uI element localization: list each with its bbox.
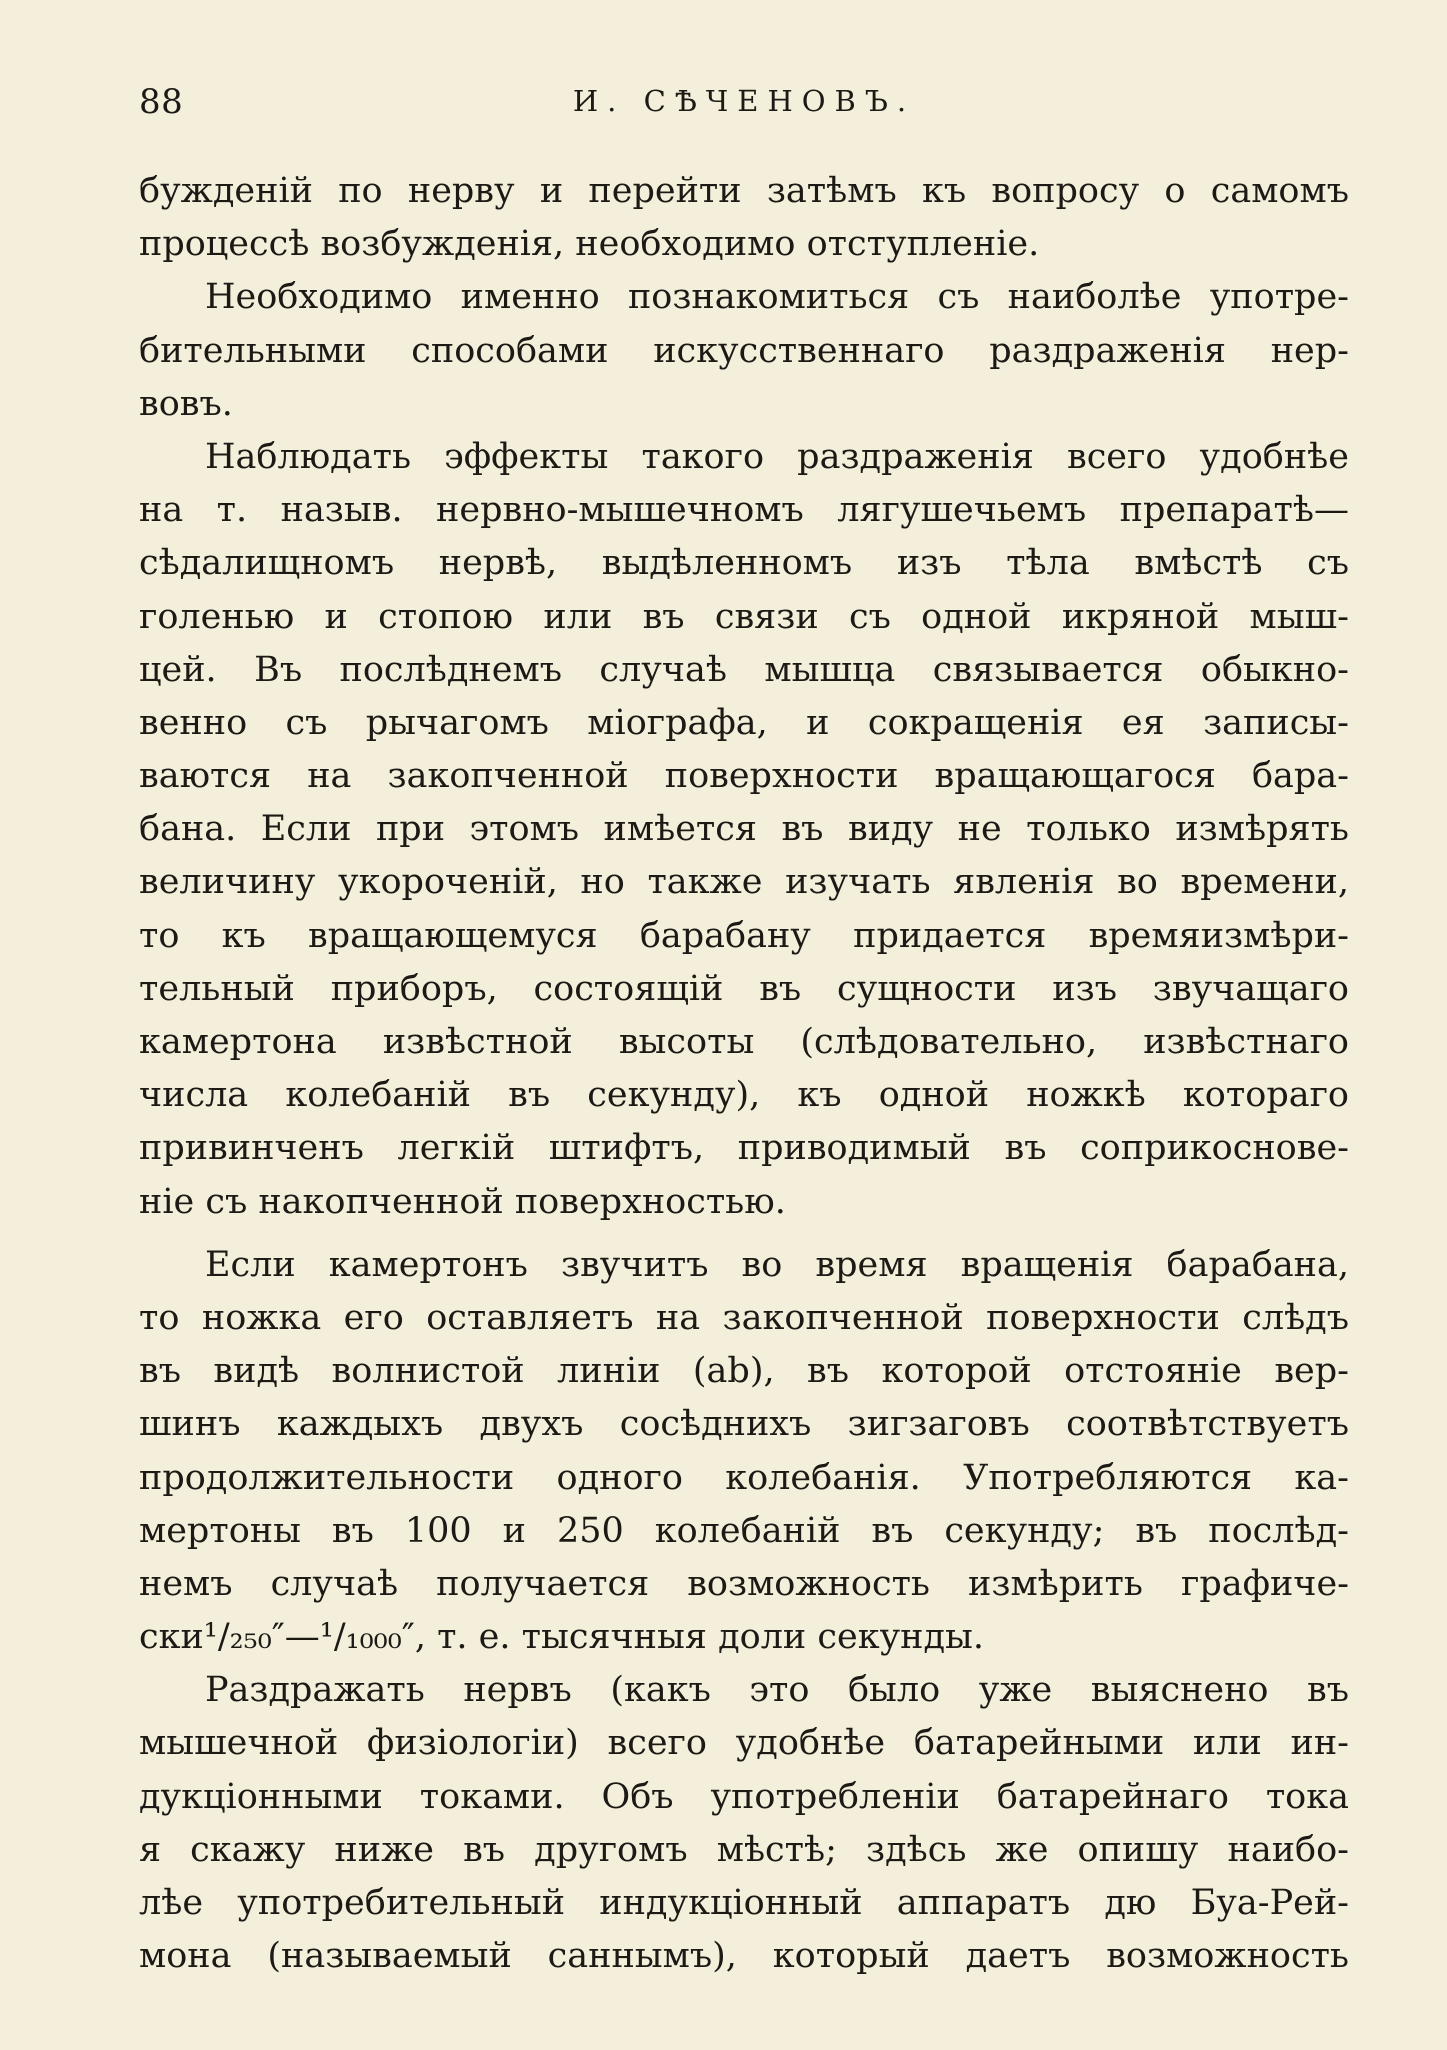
text-line: величину укороченій, но также изучать явленія во времени, (139, 862, 1349, 903)
text-line: мышечной физіологіи) всего удобнѣе батарейными или ин- (139, 1723, 1349, 1764)
running-head: И. СѢЧЕНОВЪ. (572, 84, 916, 118)
text-line: сѣдалищномъ нервѣ, выдѣленномъ изъ тѣла вмѣстѣ съ (139, 543, 1349, 584)
text-line: бужденій по нерву и перейти затѣмъ къ вопросу о самомъ (139, 171, 1349, 211)
text-line: Раздражать нервъ (какъ это было уже выяснено въ (205, 1670, 1349, 1711)
text-line: Наблюдать эффекты такого раздраженія всего удобнѣе (205, 436, 1349, 477)
text-line: вовъ. (139, 383, 233, 424)
text-line: въ видѣ волнистой линіи (ab), въ которой отстояніе вер- (139, 1351, 1349, 1392)
text-line: немъ случаѣ получается возможность измѣрить графиче- (139, 1563, 1349, 1604)
text-line: я скажу ниже въ другомъ мѣстѣ; здѣсь же опишу наибо- (139, 1829, 1349, 1870)
text-line: ваются на закопченной поверхности вращающагося бара- (139, 756, 1349, 797)
text-line: дукціонными токами. Объ употребленіи батарейнаго тока (139, 1776, 1349, 1817)
text-line: ски¹/₂₅₀″—¹/₁₀₀₀″, т. е. тысячныя доли секунды. (139, 1617, 985, 1658)
paragraph (139, 431, 1349, 1229)
text-line: Необходимо именно познакомиться съ наиболѣе употре- (205, 277, 1349, 318)
text-line: мона (называемый саннымъ), который даетъ возможность (139, 1936, 1349, 1977)
text-line: то ножка его оставляетъ на закопченной поверхности слѣдъ (139, 1297, 1349, 1338)
paragraph (139, 1239, 1349, 1665)
text-line: привинченъ легкій штифтъ, приводимый въ соприкоснове- (139, 1128, 1349, 1169)
text-line: бительными способами искусственнаго раздраженія нер- (139, 330, 1349, 371)
page-number: 88 (139, 82, 184, 122)
body-text (139, 165, 1349, 1983)
text-line: процессѣ возбужденія, необходимо отступленіе. (139, 224, 1040, 265)
text-line: то къ вращающемуся барабану придается времяизмѣри- (139, 915, 1349, 956)
text-line: бана. Если при этомъ имѣется въ виду не только измѣрять (139, 809, 1349, 850)
text-line: тельный приборъ, состоящій въ сущности изъ звучащаго (139, 968, 1349, 1009)
page-header (139, 82, 1349, 132)
text-line: числа колебаній въ секунду), къ одной ножкѣ котораго (139, 1075, 1349, 1116)
paragraph (139, 1664, 1349, 1983)
paragraph (139, 271, 1349, 431)
text-line: мертоны въ 100 и 250 колебаній въ секунду; въ послѣд- (139, 1510, 1349, 1551)
text-line: венно съ рычагомъ міографа, и сокращенія ея записы- (139, 702, 1349, 743)
text-line: лѣе употребительный индукціонный аппаратъ дю Буа-Рей- (139, 1883, 1349, 1923)
text-line: ніе съ накопченной поверхностью. (139, 1181, 786, 1222)
paragraph (139, 165, 1349, 271)
text-line: цей. Въ послѣднемъ случаѣ мышца связывается обыкно- (139, 649, 1349, 690)
text-line: на т. назыв. нервно-мышечномъ лягушечьемъ препаратѣ— (139, 490, 1349, 531)
text-line: Если камертонъ звучитъ во время вращенія барабана, (205, 1244, 1349, 1285)
text-line: продолжительности одного колебанія. Употребляются ка- (139, 1457, 1349, 1498)
text-line: голенью и стопою или въ связи съ одной икряной мыш- (139, 596, 1349, 637)
text-line: камертона извѣстной высоты (слѣдовательно, извѣстнаго (139, 1022, 1349, 1062)
text-line: шинъ каждыхъ двухъ сосѣднихъ зигзаговъ соотвѣтствуетъ (139, 1404, 1349, 1445)
